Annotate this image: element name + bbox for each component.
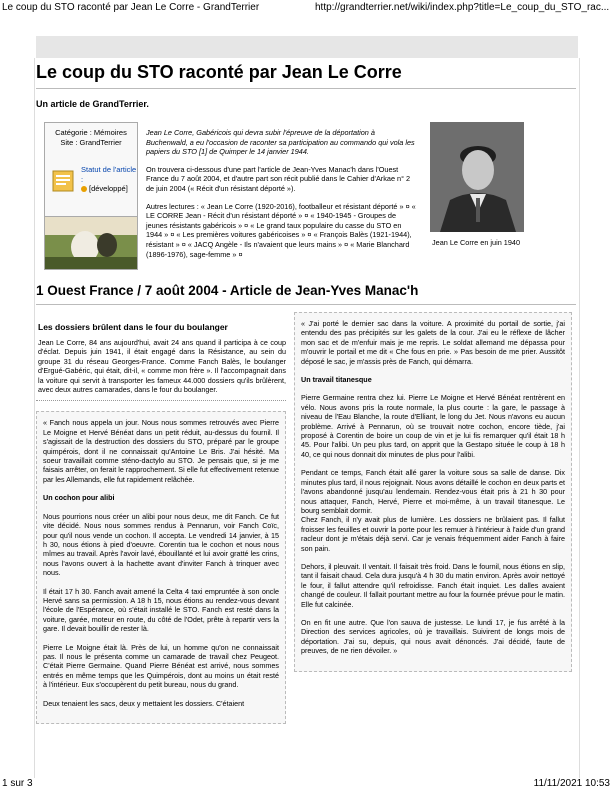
left-paragraph-2: Nous pourrions nous créer un alibi pour nous deux, me dit Fanch. Ce fut vite décidé. Nous nous sommes rendus à Pennarun, voir Fanch Coïc, pour qu'il nous vende un cochon. Il accepta. Le vendredi 14 janvier, à 15 h 30, nous étions à pied d'oeuvre. Corentin tua le cochon et nous nous mîmes au travail. Après l'avoir lavé, ébouillanté et lui avoir gratté les crins, nous l'avons ouvert à la hachette avant d'inviter Fanch à trinquer avec nous.	[43, 511, 279, 578]
browser-tab-title: Le coup du STO raconté par Jean Le Corre - GrandTerrier	[2, 2, 260, 13]
category-link[interactable]: Catégorie : Mémoires	[55, 128, 127, 137]
status-label[interactable]: Statut de l'article :	[81, 165, 137, 184]
subheading-titanesque: Un travail titanesque	[301, 375, 372, 385]
right-paragraph-1: « J'ai porté le dernier sac dans la voiture. A proximité du portail de sortie, j'ai entendu des pas précipités sur les galets de la cour. J'ai eu le réflexe de lâcher mon sac et de m'enfuir mais je me repris. Le soldat allemand me dépassa pour m'ouvrir le portail et me dit « Che fous en prie. » Pas besoin de me prier. Aussitôt déposé le sac, je m'assis près de Fanch, qui démarra.	[301, 319, 565, 366]
title-divider	[36, 88, 576, 89]
intro-paragraph-1: Jean Le Corre, Gabéricois qui devra subir l'épreuve de la déportation à Buchenwald, a eu l'occasion de raconter sa participation au commando qui vola les papiers du STO [1] de Quimper le 14 janvier 1944.	[146, 128, 415, 157]
page-title: Le coup du STO raconté par Jean Le Corre	[36, 62, 402, 82]
intro-paragraph-2: On trouvera ci-dessous d'une part l'article de Jean-Yves Manac'h dans l'Ouest France du 7 août 2004, et d'autre part son récit publié dans le Cahier d'Arkae n° 2 de juin 2004 (« Récit d'un résistant déporté »).	[146, 164, 411, 193]
article-left-column	[36, 312, 286, 724]
thumbnail-image	[45, 217, 137, 269]
right-paragraph-4: Dehors, il pleuvait. Il ventait. Il faisait très froid. Dans le fournil, nous étions en slip, tant il faisait chaud. Cela dura jusqu'à 4 h 30 du matin environ. Après avoir nettoyé le four, il fallut attendre qu'il refroidisse. Fanch était inquiet. Les dalles avaient changé de couleur. Il fallait pourtant mettre au four la fournée prévue pour le matin. Elle fut calcinée.	[301, 561, 565, 609]
page-counter: 1 sur 3	[2, 778, 33, 789]
right-paragraph-2: Pierre Germaine rentra chez lui. Pierre Le Moigne et Hervé Bénéat rentrèrent en vélo. Nous avons pris la route normale, la plus courte : la gare, le passage à niveau de l'Eau Blanche, la route d'Elliant, le long du Jet. Nous n'avons eu aucun problème. Arrivé à Pennarun, où se trouvait notre cochon, encore tiède, j'ai proposé à Corentin de boire un coup de vin et je lui fis remarquer qu'il était 18 h 45. Pour l'alibi. Un peu plus tard, on apprit que la Gestapo située le coup à 18 h 40, ce qui nous donnait dix minutes de plus pour l'alibi.	[301, 393, 565, 459]
video-thumbnail[interactable]	[44, 216, 138, 270]
site-link[interactable]: Site : GrandTerrier	[60, 138, 122, 147]
article-lead: Jean Le Corre, 84 ans aujourd'hui, avait 24 ans quand il participa à ce coup d'éclat. Depuis juin 1941, il était engagé dans la Résistance, au sein du groupe 31 du réseau Georges-France. Comme Fanch Balès, le boulanger d'Ergué-Gabéric, qui était, dit-il, « comme mon frère ». Il l'accompagnait dans la voiture qui servit à transporter les fameux 44.000 dossiers qu'ils brûlèrent, avec deux autres camarades, dans le four du boulanger.	[38, 338, 286, 395]
right-paragraph-3: Pendant ce temps, Fanch était allé garer la voiture sous sa salle de danse. Dix minutes plus tard, il nous rejoignait. Nous avons détaillé le cochon en deux parts et l'avons abandonné jusqu'au lendemain. Rendez-vous était pris à 21 h 30 pour nous attaquer, Fanch, Hervé, Pierre et moi-même, à un travail titanesque. Le bourg semblait dormir. Chez Fanch, il n'y avait plus de lumière. Les dossiers ne brûlaient pas. Il fallut froisser les feuilles et ouvrir la porte pour les remuer à l'intérieur à l'aide d'un grand racleur dont je m'étais déjà servi. Car je venais fréquemment aider Fanch à faire son pain.	[301, 468, 565, 553]
section-divider	[36, 304, 576, 305]
subheading-alibi: Un cochon pour alibi	[43, 493, 115, 503]
print-timestamp: 11/11/2021 10:53	[533, 778, 610, 789]
quote-box-right	[294, 312, 572, 672]
status-value: [développé]	[89, 184, 128, 193]
intro-paragraph-3: Autres lectures : « Jean Le Corre (1920-2016), footballeur et résistant déporté » ¤ « LE CORRE Jean - Récit d'un résistant déporté » ¤ « 1940-1945 - Groupes de jeunes résistants gabéricois » ¤ « Le grand taux populaire du casse du STO en 1944 » ¤ « Les premières voitures gabéricoises » ¤ « François Balès (1921-1944), résistant » ¤ « JACQ Angèle - Ils n'avaient que leurs mains » ¤ « Marie Blanchard (1896-1976), sage-femme » ¤	[146, 201, 416, 259]
left-paragraph-4: Pierre Le Moigne était là. Près de lui, un homme qu'on ne connaissait pas. Il nous le présenta comme un camarade de travail chez Peugeot. C'était Pierre Germaine. Quand Pierre Bénéat est arrivé, nous sommes entrés en même temps que les Quimpérois, dont au moins un était resté à l'intérieur. Eux s'occupèrent du petit bureau, nous du grand.	[43, 642, 279, 690]
dotted-divider	[36, 400, 286, 401]
intro-text	[146, 128, 418, 267]
status-dot-icon	[81, 186, 87, 192]
top-bar	[36, 36, 578, 58]
right-paragraph-5: On en fit une autre. Que l'on sauva de justesse. Le lundi 17, je fus arrêté à la Direction des services agricoles, où je travaillais. Suivirent de longs mois de déportation. J'ai su, depuis, qui nous avait dénoncés. J'ai décidé, faute de preuves, de ne rien dévoiler. »	[301, 617, 565, 656]
left-paragraph-5: Deux tenaient les sacs, deux y mettaient les dossiers. C'étaient	[43, 698, 245, 708]
document-status-icon	[51, 167, 77, 193]
browser-url[interactable]: http://grandterrier.net/wiki/index.php?title=Le_coup_du_STO_rac...	[315, 2, 610, 13]
page-subtitle: Un article de GrandTerrier.	[36, 99, 149, 109]
article-right-column	[294, 312, 572, 672]
left-paragraph-1: « Fanch nous appela un jour. Nous nous sommes retrouvés avec Pierre Le Moigne et Hervé Bénéat dans un petit réduit, au-dessus du fournil. Il s'agissait de la destruction des dossiers du STO, préparé par le groupe quimpérois, dont il ne connaissait qu'Antoine Le Bris. J'ai hésité. Ma soeur travaillait comme sténo-dactylo au STO. Je pensais que, si je me faisais arrêter, on ferait le rapprochement. Si elle fut effectivement retenue par les Allemands, elle fut rapidement relâchée.	[43, 418, 279, 484]
article-title: Les dossiers brûlent dans le four du boulanger	[38, 322, 228, 332]
section-heading: 1 Ouest France / 7 août 2004 - Article de Jean-Yves Manac'h	[36, 283, 419, 298]
portrait-photo	[430, 122, 524, 232]
left-paragraph-3: Il était 17 h 30. Fanch avait amené la Celta 4 taxi empruntée à son oncle Hervé sans sa permission. A 18 h 15, nous étions au rendez-vous devant l'école de l'Espérance, où s'était installé le STO. Fanch est resté dans la voiture, garée, moteur en route, du côté de l'Odet, prête à repartir vers la gare. Il devait bouillir de rester là.	[43, 586, 279, 634]
quote-box-left	[36, 411, 286, 724]
photo-caption: Jean Le Corre en juin 1940	[432, 238, 521, 247]
